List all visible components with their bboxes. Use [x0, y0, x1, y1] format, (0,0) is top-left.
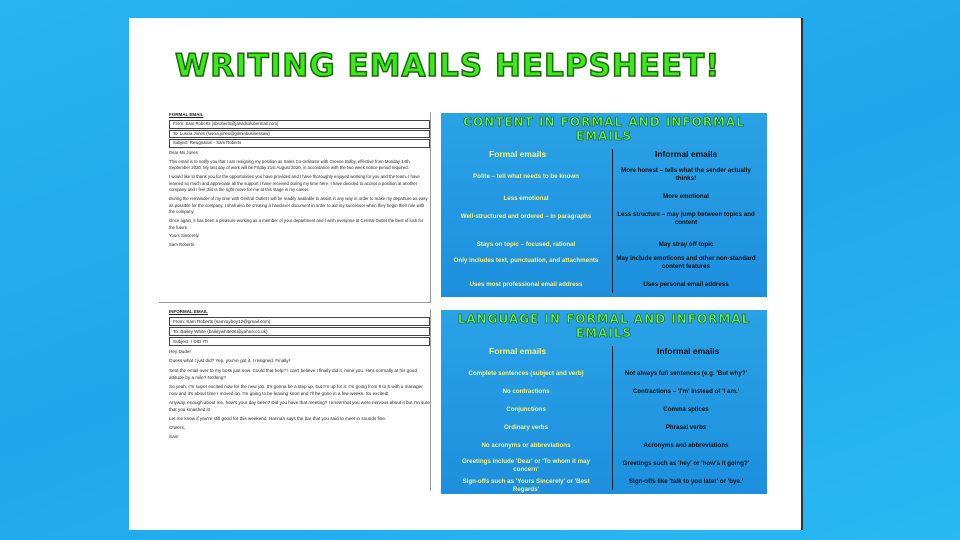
- email-paragraph: I would like to thank you for the opportunities you have provided and I have thoroughly enjoyed working for you and the team. I have learned so much and appreciate all the support I have received during my time here. I have decided to accept a position at another company and I feel this is the right move for me at this stage in my career.: [169, 173, 420, 193]
- formal-email-example: [159, 112, 431, 303]
- informal-header: Informal emails: [657, 346, 720, 356]
- informal-header: Informal emails: [655, 149, 718, 159]
- formal-header: Formal emails: [489, 346, 547, 356]
- board-title: LANGUAGE IN FORMAL AND INFORMAL EMAILS: [457, 312, 751, 340]
- content-board: [441, 113, 767, 297]
- content-informal-item: Less structure – may jump between topics and content: [617, 211, 755, 226]
- email-signoff: Cheers,: [169, 425, 186, 431]
- email-paragraph: Guess what I just did? Yep, you've got it, I resigned. Finally!: [169, 358, 290, 364]
- language-board: [441, 310, 767, 494]
- email-to: To: Luscia Jones (luscia.jones@gitminbusinessaw): [169, 130, 430, 139]
- language-formal-item: Sign-offs such as 'Yours Sincerely' or 'Best Regards': [462, 478, 590, 493]
- language-informal-item: Greetings such as 'hey' or 'how's it going?': [622, 460, 750, 467]
- language-formal-item: No contractions: [502, 388, 550, 395]
- content-informal-item: May stray off topic: [658, 241, 714, 248]
- content-formal-item: Less emotional: [503, 195, 549, 202]
- content-formal-item: Stays on topic – focused, rational: [476, 241, 576, 248]
- page-title: WRITING EMAILS HELPSHEET!: [175, 48, 721, 84]
- language-informal-item: Comma splices: [663, 406, 709, 413]
- content-formal-item: Well-structured and ordered – in paragraphs: [460, 213, 592, 220]
- email-paragraph: During the remainder of my time with Central Outlet I will be readily available to assist in any way in order to make my departure as easy as possible for the company. I shall also be creating a handover document in order to aid my successor when they begin their role with the company.: [169, 195, 428, 215]
- content-informal-item: More honest – tells what the sender actually thinks!: [621, 167, 751, 182]
- email-from: From: Sam Roberts (sbroberts@jarvidsolubermail.com): [169, 120, 430, 129]
- email-paragraph: Anyway, enough about me, how's your day been? Did you have that meeting? I know that you were nervous about it but I'm sure that you smashed it!: [169, 399, 430, 413]
- informal-email-example: [159, 309, 431, 491]
- email-greeting: Dear Ms Jones: [169, 149, 198, 155]
- language-formal-item: Ordinary verbs: [503, 424, 549, 431]
- content-formal-item: Only includes text, punctuation, and attachments: [453, 257, 599, 264]
- email-subject: Subject: I DID IT!: [169, 337, 430, 346]
- column-divider: [612, 346, 613, 490]
- email-kind-label: INFORMAL EMAIL: [169, 309, 208, 314]
- language-informal-item: Contractions – 'I'm' instead of 'I am.': [632, 388, 740, 395]
- email-paragraph: This email is to notify you that I am resigning my position as Sales Co-ordinator with Greene Bolby, effective from Monday 14th September 2020. My last day of work will be Friday 21st August 2020, in accordance with the two week notice period required.: [169, 158, 410, 171]
- content-informal-item: More emotional: [663, 193, 709, 200]
- email-subject: Subject: Resignation - Sam Roberts: [169, 139, 430, 148]
- email-name: Sam Roberts: [169, 241, 195, 247]
- email-paragraph: Let me know if you're still good for this weekend. Hannah says the bar that you said to meet in sounds fine.: [169, 416, 387, 422]
- language-informal-item: Not always full sentences (e.g. 'But why?': [624, 370, 748, 377]
- language-formal-item: Complete sentences (subject and verb): [468, 370, 584, 377]
- email-kind-label: FORMAL EMAIL: [169, 112, 204, 117]
- email-to: To: Bailey White (baileywhite06@yahoo.co.uk): [169, 327, 430, 336]
- email-greeting: Hey Dude!: [169, 349, 191, 355]
- language-formal-item: Greetings include 'Dear' or 'To whom it may concern': [461, 458, 591, 473]
- content-formal-item: Polite – tell what needs to be known: [473, 173, 579, 180]
- email-from: From: Sam Roberts (sammyboy12@gmail.com): [169, 317, 430, 326]
- content-informal-item: May include emoticons and other non-standard content features: [616, 255, 756, 270]
- content-informal-item: Uses personal email address: [643, 281, 729, 288]
- language-informal-item: Phrasal verbs: [665, 424, 707, 431]
- formal-header: Formal emails: [489, 149, 547, 159]
- email-paragraph: Once again, it has been a pleasure working as a member of your department and I wish everyone at Central Outlet the best of luck for the future.: [169, 217, 424, 230]
- email-paragraph: So yeah, I'm super excited now for the new job. It's gonna be a step up, but I'm up for it. I'm going from 9 to 5 with a manager now and it's about time I moved on. I'm going to be leaving soon and I'll be gone in a few weeks. So excited!: [169, 383, 423, 396]
- content-formal-item: Uses most professional email address: [469, 281, 583, 288]
- email-examples: [159, 112, 431, 496]
- language-informal-item: Sign-offs like 'talk to you later' or 'bye.': [628, 478, 744, 485]
- email-paragraph: Sent the email over to my boss just now. Could that help? I can't believe I finally did it, mine you. He's normally at his good attitude by a mile? Nothing?: [169, 367, 417, 380]
- language-formal-item: No acronyms or abbreviations: [481, 442, 571, 449]
- email-name: Sam: [169, 434, 179, 440]
- board-title: CONTENT IN FORMAL AND INFORMAL EMAILS: [463, 115, 745, 143]
- language-informal-item: Acronyms and abbreviations: [643, 442, 729, 449]
- language-formal-item: Conjunctions: [506, 406, 546, 413]
- email-signoff: Yours Sincerely: [169, 233, 199, 239]
- slide: [129, 18, 803, 530]
